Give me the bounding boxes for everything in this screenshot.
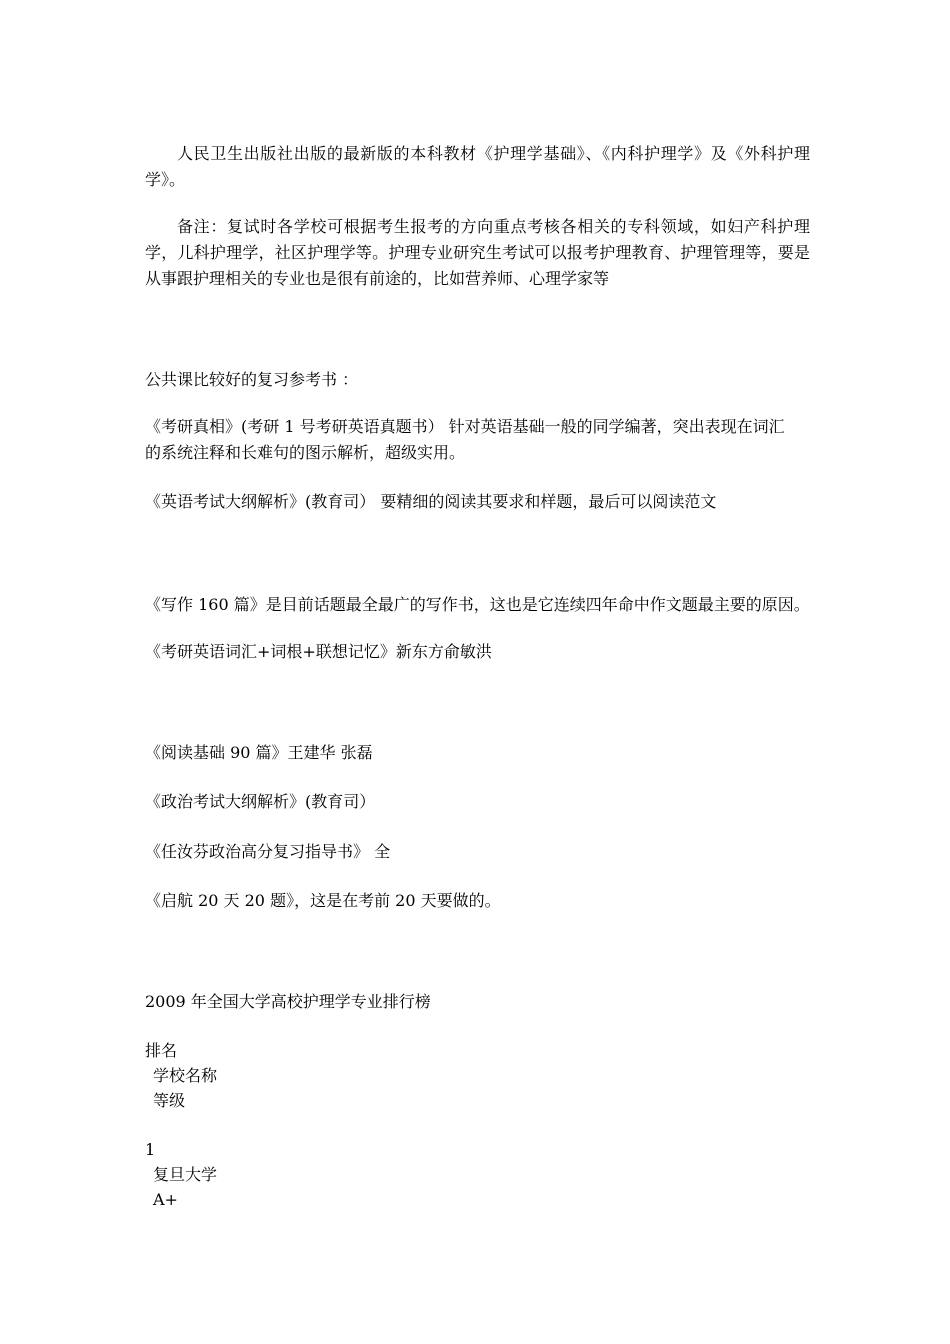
book-vocabulary: 《考研英语词汇+词根+联想记忆》新东方俞敏洪	[145, 642, 492, 661]
ranking-row-rank: 1	[145, 1140, 156, 1159]
note-paragraph: 备注：复试时各学校可根据考生报考的方向重点考核各相关的专科领域，如妇产科护理学，儿科护理学，社区护理学等。护理专业研究生考试可以报考护理教育、护理管理等，要是从事跟护理相关的专业也是很有前途的，比如营养师、心理学家等	[145, 217, 810, 288]
ranking-header-school: 学校名称	[153, 1066, 218, 1085]
ranking-row-school: 复旦大学	[153, 1165, 218, 1184]
public-courses-heading: 公共课比较好的复习参考书 ：	[145, 370, 359, 389]
book-english-syllabus: 《英语考试大纲解析》(教育司） 要精细的阅读其要求和样题，最后可以阅读范文	[145, 492, 717, 511]
book-kaoyan-zhenxiang-line1: 《考研真相》(考研 1 号考研英语真题书） 针对英语基础一般的同学编著，突出表现在词汇	[145, 417, 785, 436]
book-writing-160: 《写作 160 篇》是目前话题最全最广的写作书，这也是它连续四年命中作文题最主要的原因。	[145, 595, 810, 614]
textbooks-paragraph: 人民卫生出版社出版的最新版的本科教材《护理学基础》、《内科护理学》及《外科护理学》。	[145, 144, 810, 189]
ranking-row-grade: A+	[153, 1190, 178, 1209]
book-reading-90: 《阅读基础 90 篇》王建华 张磊	[145, 743, 373, 762]
book-kaoyan-zhenxiang-line2: 的系统注释和长难句的图示解析，超级实用。	[145, 443, 466, 462]
ranking-title: 2009 年全国大学高校护理学专业排行榜	[145, 992, 431, 1011]
ranking-header-grade: 等级	[153, 1091, 186, 1110]
book-qihang-20: 《启航 20 天 20 题》，这是在考前 20 天要做的。	[145, 891, 501, 910]
ranking-header-rank: 排名	[145, 1041, 178, 1060]
book-renrufen-politics: 《任汝芬政治高分复习指导书》 全	[145, 842, 391, 861]
book-politics-syllabus: 《政治考试大纲解析》(教育司）	[145, 792, 376, 811]
